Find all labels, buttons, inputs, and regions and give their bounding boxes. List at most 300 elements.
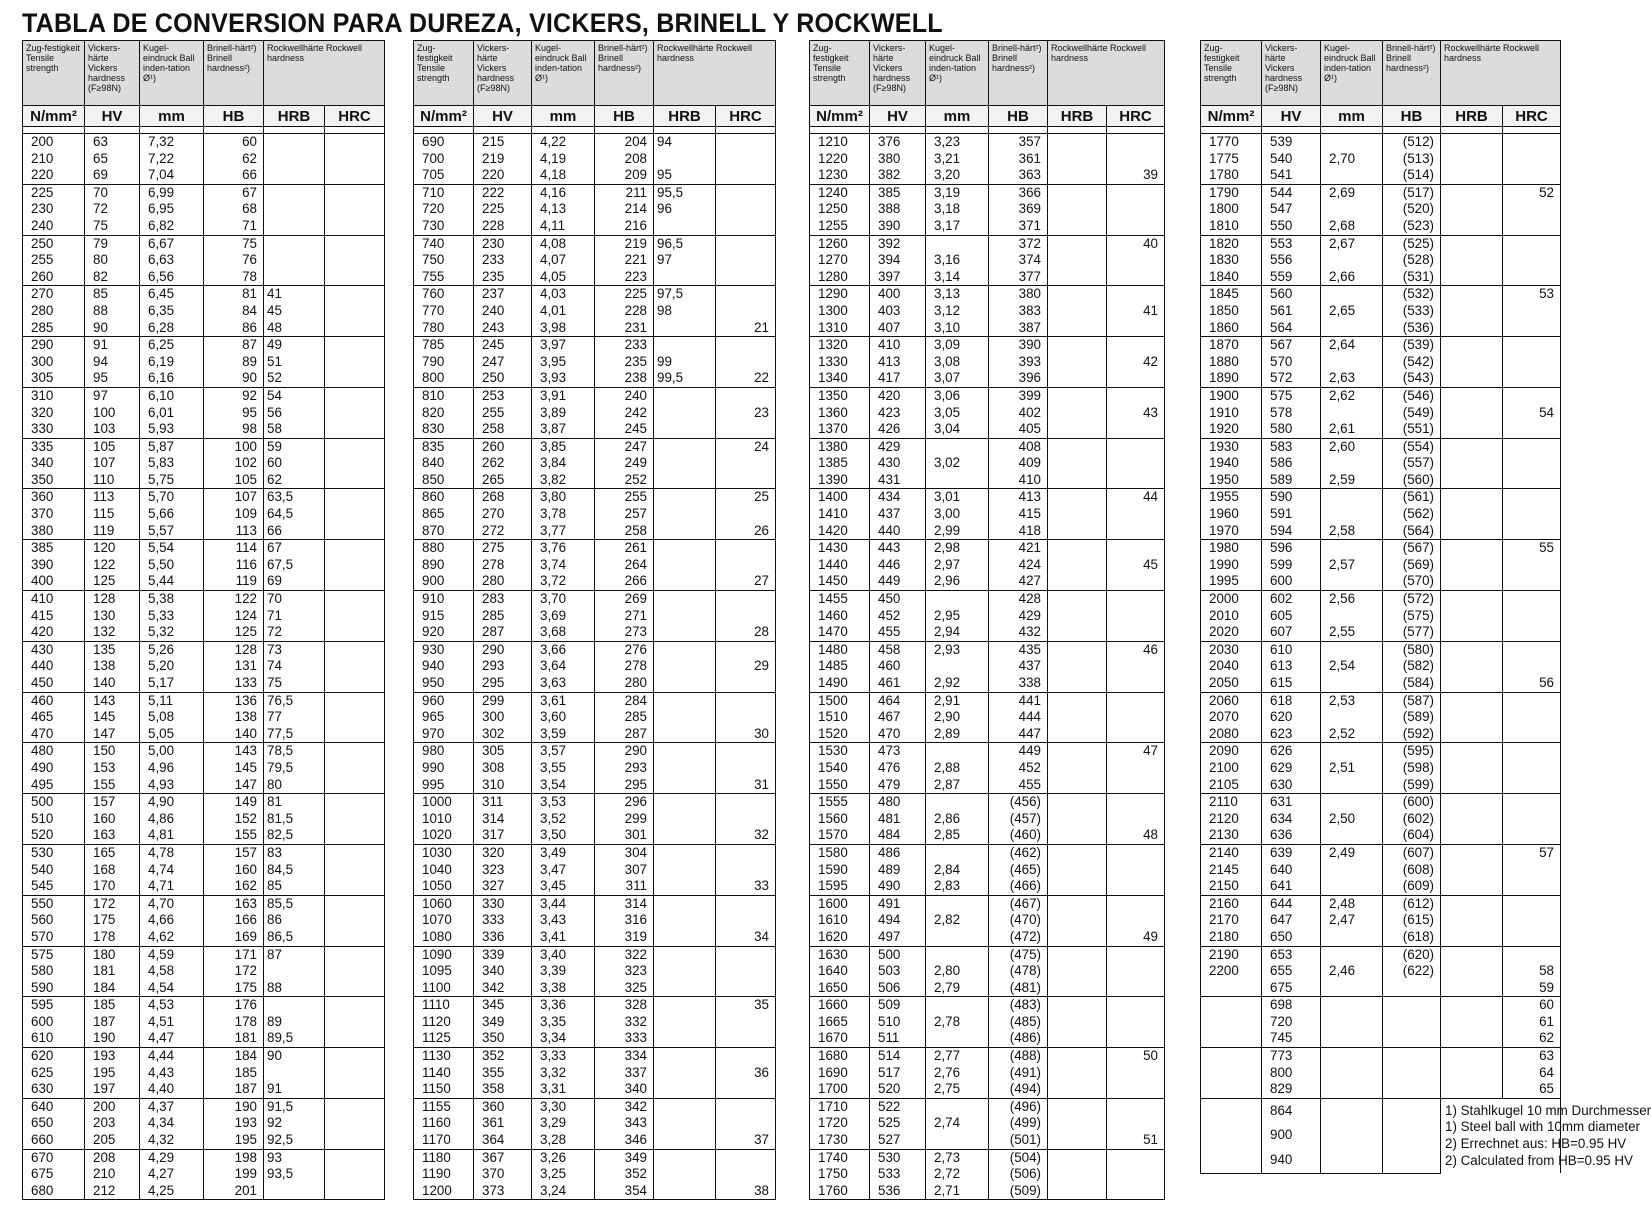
table-cell: 600 [23,1014,85,1031]
table-cell: 403 [870,303,926,320]
table-cell: 440 [870,523,926,540]
table-cell: 4,51 [140,1014,204,1031]
table-cell: 750 [414,252,474,269]
table-cell [1441,1081,1503,1098]
table-row [414,354,776,371]
table-cell [1048,1098,1107,1115]
table-row [1201,540,1561,557]
table-cell: 610 [23,1030,85,1047]
table-cell: 1890 [1201,370,1262,387]
table-row [414,235,776,252]
table-cell: (456) [989,794,1048,811]
spacer-cell [23,127,85,134]
table-cell: 644 [1262,895,1321,912]
table-cell: 3,07 [926,370,989,387]
table-cell: 50 [1107,1048,1165,1065]
table-cell: 4,29 [140,1149,204,1166]
table-row [23,506,385,523]
table-cell: 3,55 [532,760,595,777]
table-cell: 3,72 [532,573,595,590]
table-cell [1107,997,1165,1014]
table-cell: 1190 [414,1166,474,1183]
table-cell [325,608,385,625]
table-cell: 88 [85,303,140,320]
table-cell: 2040 [1201,658,1262,675]
table-cell: 2,49 [1321,844,1383,861]
table-cell: 332 [595,1014,654,1031]
table-cell: 400 [23,573,85,590]
table-cell: 6,99 [140,184,204,201]
table-cell [1048,997,1107,1014]
table-cell: 2,75 [926,1081,989,1098]
table-cell [926,743,989,760]
table-cell [1321,354,1383,371]
table-cell: 299 [474,692,532,709]
table-cell: (531) [1383,269,1441,286]
table-row [1201,252,1561,269]
table-cell: 325 [595,980,654,997]
table-cell: 1920 [1201,421,1262,438]
table-cell: 283 [474,591,532,608]
table-cell [654,218,716,235]
table-cell: 625 [23,1065,85,1082]
table-row [1201,201,1561,218]
table-row [1201,405,1561,422]
table-cell: (592) [1383,726,1441,743]
table-cell: 2,51 [1321,760,1383,777]
table-row [810,167,1165,184]
table-cell [1048,489,1107,506]
table-row [23,252,385,269]
table-row [1201,1048,1561,1065]
table-cell: 72 [85,201,140,218]
table-cell: 97 [654,252,716,269]
table-cell: 1450 [810,573,870,590]
table-cell: 390 [989,337,1048,354]
table-cell [325,151,385,168]
table-cell [654,794,716,811]
table-cell [1048,946,1107,963]
unit-cell: N/mm² [1201,106,1262,127]
table-cell: 618 [1262,692,1321,709]
table-row [1201,1081,1561,1098]
table-cell: 3,93 [532,370,595,387]
table-cell: 423 [870,405,926,422]
table-cell [325,252,385,269]
table-cell [1321,1030,1383,1047]
table-cell: 2050 [1201,675,1262,692]
table-cell [1107,844,1165,861]
table-cell: 215 [474,134,532,151]
table-cell: 2,47 [1321,912,1383,929]
unit-cell: HRC [1503,106,1561,127]
table-cell: 489 [870,862,926,879]
table-cell: 476 [870,760,926,777]
table-cell: 238 [595,370,654,387]
table-cell [1048,709,1107,726]
table-cell: 84,5 [264,862,325,879]
table-cell: 2,52 [1321,726,1383,743]
table-cell [716,608,776,625]
table-cell: 1710 [810,1098,870,1115]
table-cell [1107,151,1165,168]
table-cell: 2,74 [926,1115,989,1132]
table-cell [1107,946,1165,963]
table-cell [1107,540,1165,557]
table-cell: 360 [474,1098,532,1115]
unit-cell: HRB [1441,106,1503,127]
table-cell: 75 [85,218,140,235]
table-cell: 870 [414,523,474,540]
table-cell: 511 [870,1030,926,1047]
table-cell: 3,14 [926,269,989,286]
table-cell: 278 [474,557,532,574]
table-row [1201,608,1561,625]
table-cell: 172 [204,963,264,980]
table-cell: 424 [989,557,1048,574]
header-cell: Rockwellhärte Rockwell hardness [654,41,776,106]
table-cell: (551) [1383,421,1441,438]
table-cell [716,591,776,608]
table-cell: 1860 [1201,320,1262,337]
table-cell [716,1014,776,1031]
table-cell: (602) [1383,811,1441,828]
table-cell [926,438,989,455]
table-cell: 415 [989,506,1048,523]
table-cell [1107,184,1165,201]
table-cell: 2,85 [926,827,989,844]
table-cell: 374 [989,252,1048,269]
table-cell: 300 [474,709,532,726]
table-cell: 30 [716,726,776,743]
table-cell: 2,92 [926,675,989,692]
table-row [23,286,385,303]
table-cell: 367 [474,1149,532,1166]
table-cell: 340 [474,963,532,980]
table-cell [1107,980,1165,997]
table-cell: 1480 [810,641,870,658]
table-cell: 2,90 [926,709,989,726]
table-cell: 1430 [810,540,870,557]
table-row [414,1183,776,1200]
table-cell: (607) [1383,844,1441,861]
table-cell [716,675,776,692]
table-cell [1383,1030,1441,1047]
table-cell [325,320,385,337]
table-cell: 564 [1262,320,1321,337]
table-cell: 160 [85,811,140,828]
table-row [1201,591,1561,608]
table-cell: 4,27 [140,1166,204,1183]
table-cell: (520) [1383,201,1441,218]
table-cell [1503,726,1561,743]
table-cell [325,997,385,1014]
table-cell [325,929,385,946]
table-cell [1107,438,1165,455]
table-cell [1048,1065,1107,1082]
table-cell: 62 [264,472,325,489]
table-cell [1107,912,1165,929]
table-cell: 458 [870,641,926,658]
table-cell: 103 [85,421,140,438]
table-row [23,201,385,218]
table-cell [716,760,776,777]
table-cell: 56 [1503,675,1561,692]
table-cell [1503,167,1561,184]
table-row [810,709,1165,726]
table-cell [654,743,716,760]
table-row [810,218,1165,235]
table-cell: 3,18 [926,201,989,218]
table-cell [1441,489,1503,506]
table-cell [1503,523,1561,540]
table-cell: 59 [264,438,325,455]
table-cell: 2100 [1201,760,1262,777]
table-cell: 560 [1262,286,1321,303]
table-cell: 503 [870,963,926,980]
table-cell [716,895,776,912]
table-cell: 168 [85,862,140,879]
table-cell [264,134,325,151]
table-cell: 995 [414,777,474,794]
spacer-cell [204,127,264,134]
table-cell [716,506,776,523]
table-cell: 35 [716,997,776,1014]
spacer-cell [1321,127,1383,134]
table-cell: 54 [1503,405,1561,422]
table-row [810,1115,1165,1132]
table-cell: 4,74 [140,862,204,879]
table-cell: 98 [654,303,716,320]
table-cell: 2070 [1201,709,1262,726]
table-cell: 60 [1503,997,1561,1014]
table-cell: 589 [1262,472,1321,489]
table-cell: 89 [264,1014,325,1031]
table-cell: 480 [870,794,926,811]
table-row [810,658,1165,675]
table-cell [1441,777,1503,794]
table-cell [325,201,385,218]
unit-cell: HRB [264,106,325,127]
unit-cell: N/mm² [810,106,870,127]
table-cell [1441,1030,1503,1047]
table-cell: 3,41 [532,929,595,946]
table-cell: 350 [474,1030,532,1047]
table-cell [1441,878,1503,895]
table-cell: 6,25 [140,337,204,354]
table-cell: (460) [989,827,1048,844]
table-cell: 2,71 [926,1183,989,1200]
table-row [23,895,385,912]
table-cell: 128 [85,591,140,608]
table-cell: 3,25 [532,1166,595,1183]
table-cell [1107,421,1165,438]
table-cell: 99 [654,354,716,371]
table-cell [1107,134,1165,151]
table-cell: 49 [264,337,325,354]
table-cell: 1775 [1201,151,1262,168]
table-cell: 850 [414,472,474,489]
table-cell: 2090 [1201,743,1262,760]
table-cell: 376 [870,134,926,151]
table-cell: 290 [23,337,85,354]
table-cell [1441,387,1503,404]
table-cell [1201,1081,1262,1098]
table-row [23,387,385,404]
table-cell: 4,25 [140,1183,204,1200]
table-row [810,641,1165,658]
table-cell [654,591,716,608]
table-cell: 840 [414,455,474,472]
table-cell [1048,370,1107,387]
table-row [1201,184,1561,201]
table-cell [1383,980,1441,997]
table-cell: 190 [85,1030,140,1047]
table-row [1201,827,1561,844]
header-cell: Vickers-härte Vickers hardness (F≥98N) [474,41,532,106]
table-cell: 444 [989,709,1048,726]
table-cell: 220 [23,167,85,184]
table-cell [716,387,776,404]
table-cell [1503,320,1561,337]
table-row [810,337,1165,354]
table-cell [654,844,716,861]
table-cell [1441,929,1503,946]
table-cell [1441,134,1503,151]
table-cell [1107,286,1165,303]
table-cell: 3,33 [532,1048,595,1065]
table-cell: (533) [1383,303,1441,320]
footnote-line: 2) Errechnet aus: HB=0.95 HV [1445,1136,1627,1152]
table-cell: 1460 [810,608,870,625]
table-cell: 481 [870,811,926,828]
table-cell: 547 [1262,201,1321,218]
table-cell: 96 [654,201,716,218]
table-cell: 266 [595,573,654,590]
table-cell: 1130 [414,1048,474,1065]
unit-cell: HB [1383,106,1441,127]
table-cell: 3,39 [532,963,595,980]
table-cell [1048,912,1107,929]
table-cell: 1630 [810,946,870,963]
table-row [23,1115,385,1132]
table-cell [654,963,716,980]
table-row [1201,1098,1561,1123]
table-cell: (549) [1383,405,1441,422]
table-cell: 99,5 [654,370,716,387]
spacer-cell [1201,127,1262,134]
table-row [23,218,385,235]
table-cell [1503,506,1561,523]
table-cell [1441,354,1503,371]
table-cell: 1010 [414,811,474,828]
table-cell: 280 [474,573,532,590]
table-cell: 240 [23,218,85,235]
table-cell: 57 [1503,844,1561,861]
table-cell: 3,28 [532,1132,595,1149]
table-cell: 250 [23,235,85,252]
table-cell: 264 [595,557,654,574]
table-cell: 1650 [810,980,870,997]
table-cell: 67,5 [264,557,325,574]
table-cell: 1370 [810,421,870,438]
table-cell [1107,895,1165,912]
table-cell: 225 [595,286,654,303]
table-cell: 335 [23,438,85,455]
table-cell: (470) [989,912,1048,929]
table-cell: 600 [1262,573,1321,590]
table-row [1201,387,1561,404]
table-cell: 383 [989,303,1048,320]
table-cell: 93,5 [264,1166,325,1183]
table-cell [325,370,385,387]
unit-cell: HB [595,106,654,127]
table-cell: 4,01 [532,303,595,320]
table-row [23,1065,385,1082]
table-row [810,912,1165,929]
table-cell [654,709,716,726]
table-cell: 6,56 [140,269,204,286]
table-cell [325,557,385,574]
table-cell [654,455,716,472]
table-cell: 4,19 [532,151,595,168]
table-cell [1441,472,1503,489]
table-cell [1321,1098,1383,1123]
table-row [23,844,385,861]
table-cell [1503,946,1561,963]
table-cell: 149 [204,794,264,811]
table-row [1201,777,1561,794]
table-cell: 116 [204,557,264,574]
table-cell: 1590 [810,862,870,879]
table-cell: 210 [85,1166,140,1183]
table-row [1201,980,1561,997]
table-cell: 550 [1262,218,1321,235]
table-cell: 122 [85,557,140,574]
table-cell: 680 [23,1183,85,1200]
table-cell: 590 [1262,489,1321,506]
table-cell: 522 [870,1098,926,1115]
table-cell: 1660 [810,997,870,1014]
table-cell [1107,777,1165,794]
unit-cell: N/mm² [414,106,474,127]
table-row [414,1065,776,1082]
table-cell [1441,540,1503,557]
table-row [414,878,776,895]
table-cell [1107,252,1165,269]
table-cell [1441,591,1503,608]
table-cell: (570) [1383,573,1441,590]
table-cell: 430 [23,641,85,658]
table-cell [1048,540,1107,557]
table-cell: 66 [204,167,264,184]
table-cell [716,692,776,709]
table-cell: 355 [474,1065,532,1082]
table-cell [1107,455,1165,472]
table-cell: 5,05 [140,726,204,743]
table-row [23,811,385,828]
table-row [23,438,385,455]
spacer-cell [1503,127,1561,134]
table-row [414,337,776,354]
table-cell: 1300 [810,303,870,320]
table-cell [1321,675,1383,692]
table-cell: 1390 [810,472,870,489]
table-cell: 2,97 [926,557,989,574]
table-row [414,151,776,168]
table-cell: 449 [989,743,1048,760]
table-cell: 1020 [414,827,474,844]
